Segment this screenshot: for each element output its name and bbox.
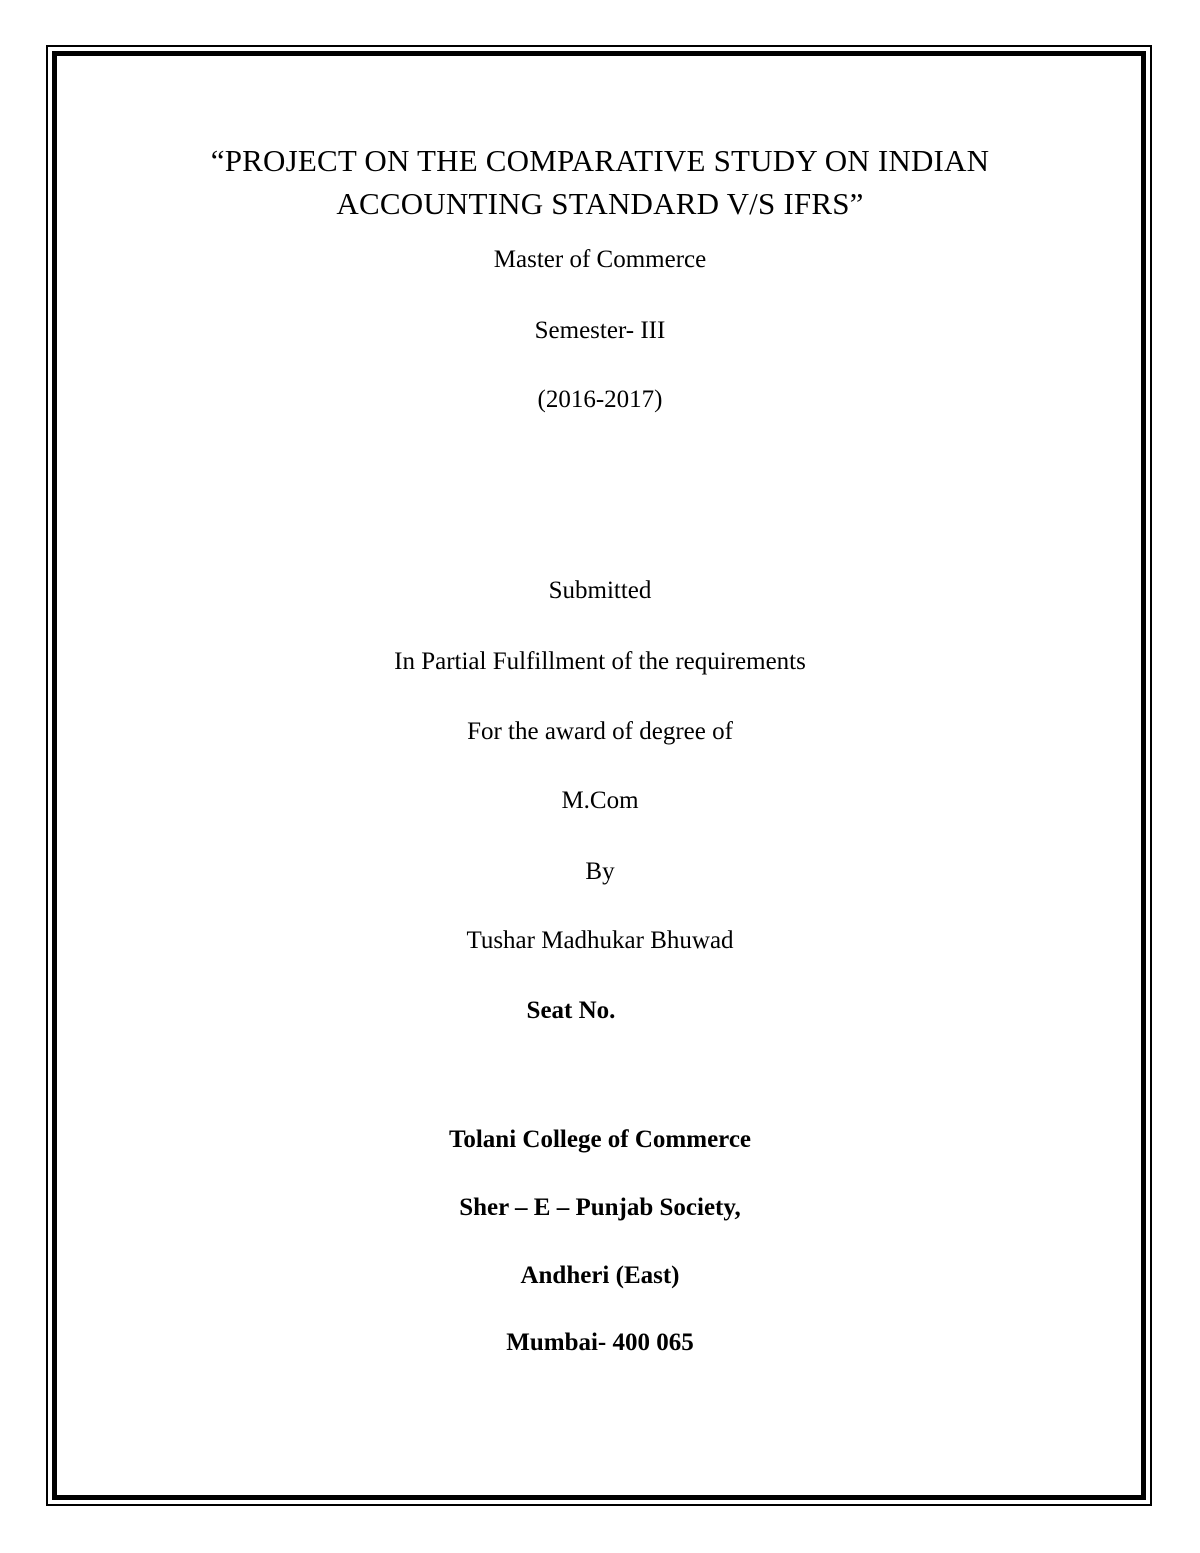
project-title-line-2: ACCOUNTING STANDARD V/S IFRS” <box>336 186 864 221</box>
college-area: Andheri (East) <box>520 1262 680 1289</box>
academic-year: (2016-2017) <box>537 386 663 413</box>
submitted-label: Submitted <box>548 577 652 604</box>
degree-name: M.Com <box>561 787 639 814</box>
project-title-line-1: “PROJECT ON THE COMPARATIVE STUDY ON INDIAN <box>210 143 990 178</box>
semester: Semester- III <box>534 317 666 344</box>
college-name: Tolani College of Commerce <box>448 1126 752 1153</box>
seat-number-label: Seat No. <box>526 997 616 1024</box>
program-name: Master of Commerce <box>493 246 707 273</box>
author-name: Tushar Madhukar Bhuwad <box>466 927 734 954</box>
college-city: Mumbai- 400 065 <box>506 1329 694 1356</box>
by-label: By <box>585 858 615 885</box>
award-text: For the award of degree of <box>467 718 733 745</box>
college-society: Sher – E – Punjab Society, <box>459 1194 741 1221</box>
fulfillment-text: In Partial Fulfillment of the requirements <box>394 648 806 675</box>
